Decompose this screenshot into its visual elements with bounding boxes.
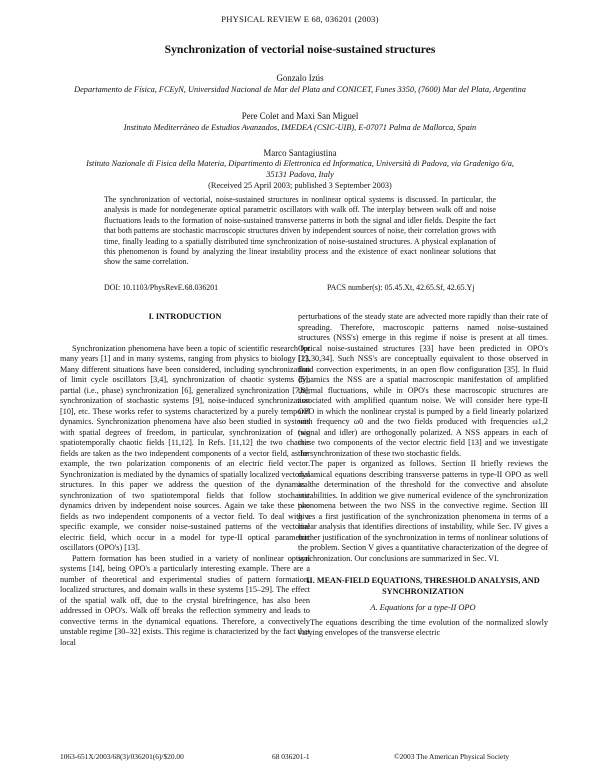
abstract: The synchronization of vectorial, noise-sustained structures in nonlinear optical systems is discussed. In particular, the analysis is made for nondegenerate optical parametric oscillators with walk off. The interplay between walk off and noise fluctuations leads to the formation of noise-sustained transverse patterns in both the signal and idler fields. Despite the fact that both patterns are stochastic macroscopic structures driven by independent sources of noise, their correlation grows with time, finally leading to a spatially distributed time synchronization of noise-sustained structures. A physical explanation of this phenomenon is found by analyzing the linear instability process and the existence of exact nonlinear solutions that show the same correlation. [104, 195, 496, 267]
doi: DOI: 10.1103/PhysRevE.68.036201 [104, 283, 219, 292]
footer-issn: 1063-651X/2003/68(3)/036201(6)/$20.00 [60, 752, 184, 761]
body-paragraph: perturbations of the steady state are advected more rapidly than their rate of spreading. Therefore, macroscopic patterns named noise-sustained structures (NSS's) emerge in this regime if noise is present at all times. Optical noise-sustained structures [33] have been predicted in OPO's [13,30,34]. Such NSS's are conceptually equivalent to those observed in fluid convection experiments, in an open flow configuration [35]. In fluid dynamics the NSS are a spatial macroscopic manifestation of amplified thermal fluctuations, while in OPO's these macroscopic structures are associated with amplified quantum noise. We will consider here type-II OPO in which the nonlinear crystal is pumped by a field linearly polarized with frequency ω0 and the two fields produced with frequencies ω1,2 (signal and idler) are orthogonally polarized. A NSS appears in each of these two components of the vector electric field [13] and we investigate the synchronization of these two stochastic fields. [298, 312, 548, 458]
subsection-heading: A. Equations for a type-II OPO [370, 603, 476, 612]
body-paragraph: The paper is organized as follows. Section II briefly reviews the dynamical equations describing transverse patterns in type-II OPO as well as the determination of the threshold for the convective and absolute instabilities. In addition we give numerical evidence of the synchronization phenomena between the two NSS in the convective regime. Section III gives a first justification of the synchronization phenomena in terms of a linear analysis that identifies directions of instability, while Sec. IV gives a further justification of the synchronization in terms of nonlinear solutions of the problem. Section V gives a quantitative characterization of the degree of synchronization. Our conclusions are summarized in Sec. VI. [298, 459, 548, 563]
author-name: Gonzalo Izús [276, 73, 324, 83]
section-heading: II. MEAN-FIELD EQUATIONS, THRESHOLD ANALYSIS, AND SYNCHRONIZATION [306, 576, 540, 596]
author-name: Pere Colet and Maxi San Miguel [241, 111, 359, 121]
body-paragraph: Synchronization phenomena have been a topic of scientific research for many years [1] and in many systems, ranging from physics to biology [2]. Many different situations have been considered, including synchronization of limit cycle oscillators [3,4], synchronization of chaotic systems [5], partial (i.e., phase) synchronization [6], generalized synchronization [7,8], synchronization of stochastic systems [9], noise-induced synchronization [10], etc. These works refer to systems characterized by a purely temporal dynamics. Synchronization phenomena have also been studied in systems with spatial degrees of freedom, in particular, synchronization of two spatiotemporally chaotic fields [11,12]. In Refs. [11,12] the two chaotic fields are taken as the two independent components of a vector field, as for example, the two polarization components of an electric field vector. Synchronization is mediated by the dynamics of spatially localized vectorial structures. In this paper we address the question of the dynamical synchronization of two spatiotemporal fields that follow stochastic dynamics driven by independent noise sources. Again we take these two fields as two independent components of a vector field. To deal with a specific example, we consider noise-sustained patterns of the vectorial electric field, which occur in a model for type-II optical parametric oscillators (OPO's) [13]. [60, 343, 310, 552]
body-paragraph: The equations describing the time evolution of the normalized slowly varying envelopes of the transverse electric [298, 617, 548, 637]
author-name: Marco Santagiustina [263, 148, 337, 158]
left-column [60, 312, 310, 648]
author-affiliation: Instituto Mediterráneo de Estudios Avanzados, IMEDEA (CSIC-UIB), E-07071 Palma de Mallorca, Spain [123, 123, 477, 132]
author-affiliation: Departamento de Física, FCEyN, Universidad Nacional de Mar del Plata and CONICET, Funes 3350, (7600) Mar del Plata, Argentina [74, 85, 526, 94]
right-column [298, 312, 548, 639]
paper-title: Synchronization of vectorial noise-sustained structures [164, 43, 436, 56]
body-paragraph: Pattern formation has been studied in a variety of nonlinear optical systems [14], being OPO's a particularly interesting example. There are a number of theoretical and experimental studies of pattern formation, localized structures, and domain walls in these systems [15–29]. The effect of the spatial walk off, due to the crystal birefringence, has also been addressed in OPO's. Walk off breaks the reflection symmetry and leads to convective terms in the dynamical equations. Therefore, a convectively unstable regime [30–32] exists. This regime is characterized by the fact that local [60, 553, 310, 647]
received-dates: (Received 25 April 2003; published 3 September 2003) [208, 181, 392, 190]
page-number: 68 036201-1 [272, 752, 310, 761]
section-heading: I. INTRODUCTION [148, 312, 222, 321]
author-affiliation: Istituto Nazionale di Fisica della Materia, Dipartimento di Elettronica ed Informatica, Università di Padova, via Gradenigo 6/a, [86, 159, 514, 168]
author-affiliation-cont: 35131 Padova, Italy [266, 170, 334, 179]
pacs-numbers: PACS number(s): 05.45.Xt, 42.65.Sf, 42.65.Yj [327, 283, 475, 292]
footer-copyright: ©2003 The American Physical Society [394, 752, 510, 761]
running-head: PHYSICAL REVIEW E 68, 036201 (2003) [221, 14, 379, 24]
